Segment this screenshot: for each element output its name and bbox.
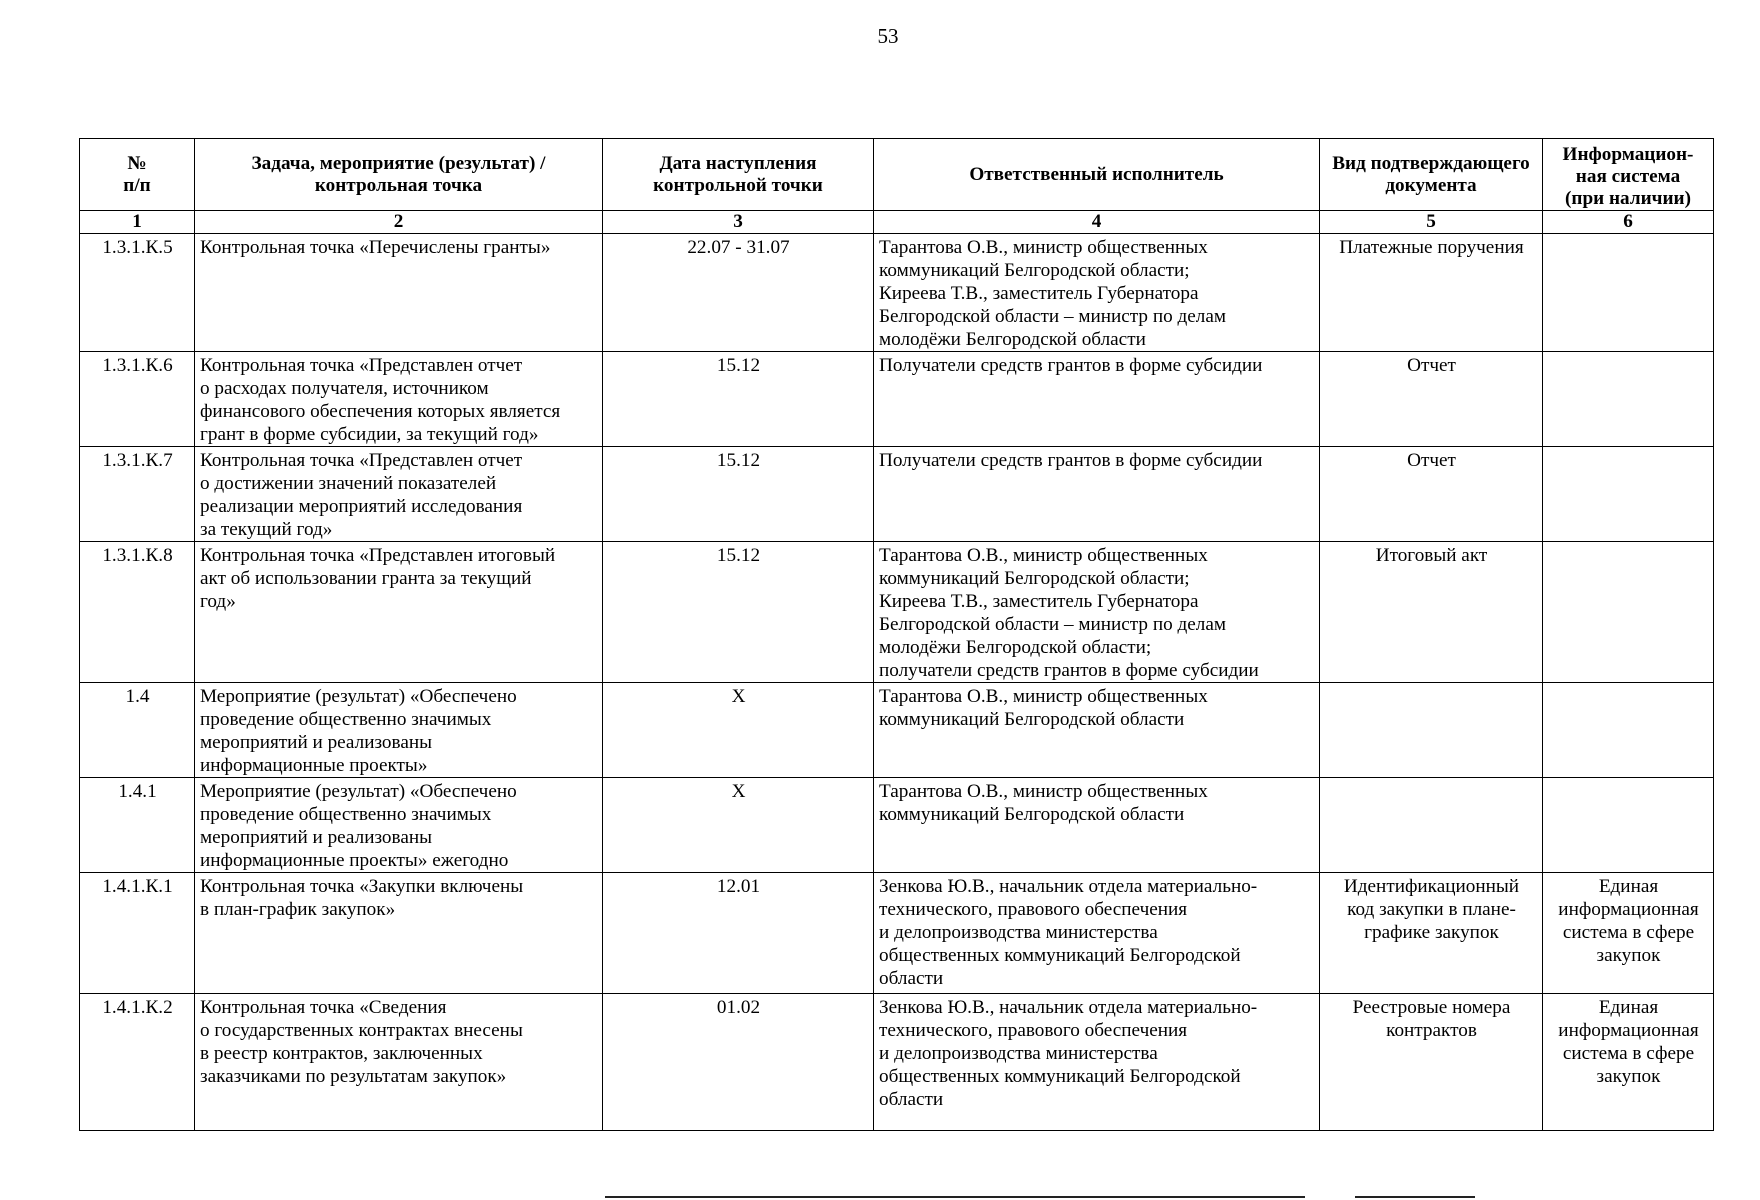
row-document: Итоговый акт <box>1320 542 1543 683</box>
row-executor: Получатели средств грантов в форме субсидии <box>874 447 1320 542</box>
header-document: Вид подтверждающего документа <box>1320 139 1543 211</box>
row-system <box>1543 778 1714 873</box>
row-document: Идентификационный код закупки в плане- графике закупок <box>1320 873 1543 994</box>
header-system: Информацион- ная система (при наличии) <box>1543 139 1714 211</box>
column-number: 6 <box>1543 211 1714 234</box>
table-row <box>80 873 1714 994</box>
row-date: 15.12 <box>603 447 874 542</box>
table-row <box>80 542 1714 683</box>
column-number: 3 <box>603 211 874 234</box>
row-number: 1.3.1.К.6 <box>80 352 195 447</box>
row-number: 1.4.1.К.2 <box>80 994 195 1131</box>
header-num: № п/п <box>80 139 195 211</box>
row-date: 15.12 <box>603 352 874 447</box>
table-row <box>80 778 1714 873</box>
control-points-table <box>79 138 1714 1131</box>
column-number-row <box>80 211 1714 234</box>
header-executor: Ответственный исполнитель <box>874 139 1320 211</box>
row-system: Единая информационная система в сфере закупок <box>1543 873 1714 994</box>
row-executor: Зенкова Ю.В., начальник отдела материально- технического, правового обеспечения и делопроизводства министерства общественных коммуникаций Белгородской области <box>874 873 1320 994</box>
row-task: Контрольная точка «Представлен итоговый акт об использовании гранта за текущий год» <box>195 542 603 683</box>
column-number: 2 <box>195 211 603 234</box>
row-system <box>1543 683 1714 778</box>
table-header-row <box>80 139 1714 211</box>
row-number: 1.4 <box>80 683 195 778</box>
row-executor: Тарантова О.В., министр общественных коммуникаций Белгородской области <box>874 683 1320 778</box>
row-executor: Тарантова О.В., министр общественных коммуникаций Белгородской области; Киреева Т.В., заместитель Губернатора Белгородской области – министр по делам молодёжи Белгородской области <box>874 234 1320 352</box>
header-date: Дата наступления контрольной точки <box>603 139 874 211</box>
row-number: 1.4.1.К.1 <box>80 873 195 994</box>
table-row <box>80 447 1714 542</box>
row-task: Контрольная точка «Закупки включены в план-график закупок» <box>195 873 603 994</box>
row-task: Контрольная точка «Перечислены гранты» <box>195 234 603 352</box>
row-task: Мероприятие (результат) «Обеспечено проведение общественно значимых мероприятий и реализованы информационные проекты» <box>195 683 603 778</box>
row-document <box>1320 683 1543 778</box>
row-task: Контрольная точка «Представлен отчет о достижении значений показателей реализации мероприятий исследования за текущий год» <box>195 447 603 542</box>
table-row <box>80 352 1714 447</box>
row-system <box>1543 542 1714 683</box>
column-number: 5 <box>1320 211 1543 234</box>
page-number: 53 <box>877 24 899 48</box>
row-system <box>1543 352 1714 447</box>
header-task: Задача, мероприятие (результат) / контрольная точка <box>195 139 603 211</box>
row-system <box>1543 447 1714 542</box>
row-date: 12.01 <box>603 873 874 994</box>
scan-edge-line <box>605 1196 1305 1198</box>
row-number: 1.3.1.К.5 <box>80 234 195 352</box>
row-executor: Получатели средств грантов в форме субсидии <box>874 352 1320 447</box>
row-executor: Тарантова О.В., министр общественных коммуникаций Белгородской области; Киреева Т.В., заместитель Губернатора Белгородской области – министр по делам молодёжи Белгородской области; получатели средств грантов в форме субсидии <box>874 542 1320 683</box>
row-document: Отчет <box>1320 352 1543 447</box>
row-document: Реестровые номера контрактов <box>1320 994 1543 1131</box>
row-task: Мероприятие (результат) «Обеспечено проведение общественно значимых мероприятий и реализованы информационные проекты» ежегодно <box>195 778 603 873</box>
row-executor: Зенкова Ю.В., начальник отдела материально- технического, правового обеспечения и делопроизводства министерства общественных коммуникаций Белгородской области <box>874 994 1320 1131</box>
row-date: 01.02 <box>603 994 874 1131</box>
row-number: 1.4.1 <box>80 778 195 873</box>
row-number: 1.3.1.К.7 <box>80 447 195 542</box>
row-task: Контрольная точка «Сведения о государственных контрактах внесены в реестр контрактов, заключенных заказчиками по результатам закупок» <box>195 994 603 1131</box>
column-number: 4 <box>874 211 1320 234</box>
row-date: Х <box>603 683 874 778</box>
table-row <box>80 683 1714 778</box>
row-task: Контрольная точка «Представлен отчет о расходах получателя, источником финансового обеспечения которых является грант в форме субсидии, за текущий год» <box>195 352 603 447</box>
row-executor: Тарантова О.В., министр общественных коммуникаций Белгородской области <box>874 778 1320 873</box>
table-row <box>80 234 1714 352</box>
row-date: 22.07 - 31.07 <box>603 234 874 352</box>
scan-edge-line <box>1355 1196 1475 1198</box>
row-document: Платежные поручения <box>1320 234 1543 352</box>
row-document: Отчет <box>1320 447 1543 542</box>
row-date: 15.12 <box>603 542 874 683</box>
row-system: Единая информационная система в сфере закупок <box>1543 994 1714 1131</box>
row-document <box>1320 778 1543 873</box>
row-number: 1.3.1.К.8 <box>80 542 195 683</box>
row-date: Х <box>603 778 874 873</box>
column-number: 1 <box>80 211 195 234</box>
table-row <box>80 994 1714 1131</box>
row-system <box>1543 234 1714 352</box>
